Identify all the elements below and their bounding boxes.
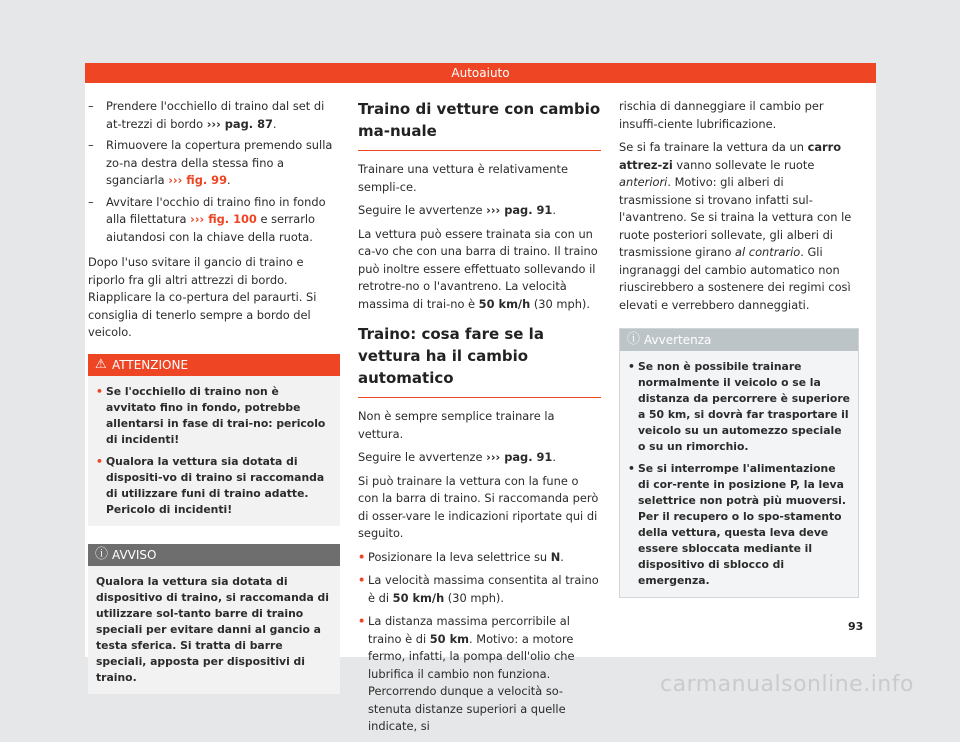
- page-number: 93: [848, 620, 864, 633]
- warning-item: • Se l'occhiello di traino non è avvitato fino in fondo, potrebbe allentarsi in fase di trai-no: pericolo di incidenti!: [96, 384, 332, 448]
- paragraph: La vettura può essere trainata sia con un ca-vo che con una barra di traino. Il traino può inoltre essere effettuato sollevando il retrotre-no o l'avantreno. La velocità massima di trai-no è 50 km/h (30 mph).: [358, 226, 598, 311]
- list-item: – Rimuovere la copertura premendo sulla zo-na destra della stessa fino a sganciarla ››› fig. 99.: [88, 137, 340, 190]
- paragraph: Seguire le avvertenze ››› pag. 91.: [358, 203, 556, 217]
- warning-item: • Qualora la vettura sia dotata di dispositi-vo di traino si raccomanda di utilizzare funi di traino adatte. Pericolo di incidenti!: [96, 454, 332, 518]
- note-item: • Se non è possibile trainare normalmente il veicolo o se la distanza da percorrere è superiore a 50 km, si dovrà far trasportare il veicolo su un automezzo speciale o su un rimorchio.: [628, 359, 850, 455]
- bullet-item: • La velocità massima consentita al traino è di 50 km/h (30 mph).: [358, 572, 601, 607]
- info-circle-icon: ⓘ: [95, 546, 109, 562]
- bullet-item: • Posizionare la leva selettrice su N.: [358, 549, 601, 567]
- paragraph: Se si fa trainare la vettura da un carro attrez-zi vanno sollevate le ruote anteriori. Motivo: gli alberi di trasmissione si trovano infatti sul-l'avantreno. Se si traina la vettura con le ruote posteriori sollevate, gli alberi di trasmissione girano al contrario. Gli ingranaggi del cambio automatico non riuscirebbero a sostenere dei regimi così elevati e verrebbero danneggiati.: [619, 140, 852, 312]
- page-link[interactable]: ››› pag. 87: [206, 116, 273, 131]
- paragraph: Trainare una vettura è relativamente sempli-ce.: [358, 162, 568, 194]
- note-box: [619, 328, 859, 598]
- paragraph: Si può trainare la vettura con la fune o con la barra di traino. Si raccomanda però di osser-vare le indicazioni riportate qui di seguito.: [358, 473, 599, 540]
- info-square-icon: ⓘ: [627, 332, 641, 347]
- note-item: • Se si interrompe l'alimentazione di cor-rente in posizione P, la leva selettrice non potrà più muoversi. Per il recupero o lo spo-stamento della vettura, questa leva deve essere sbloccata mediante il dispositivo di sblocco di emergenza.: [628, 461, 850, 589]
- page-link[interactable]: ››› pag. 91: [486, 450, 553, 464]
- chapter-header: Autoaiuto: [85, 63, 876, 83]
- watermark: carmanualsonline.info: [660, 672, 914, 697]
- warning-title: ⚠ ATTENZIONE: [88, 354, 340, 376]
- section-heading-manual: Traino di vetture con cambio ma-nuale: [358, 98, 601, 151]
- figure-link[interactable]: ››› fig. 100: [190, 212, 257, 226]
- notice-title: ⓘ AVVISO: [88, 544, 340, 566]
- paragraph: Non è sempre semplice trainare la vettura.: [358, 409, 555, 441]
- list-item: – Prendere l'occhiello di traino dal set di at-trezzi di bordo ››› pag. 87.: [88, 98, 340, 133]
- notice-body: Qualora la vettura sia dotata di dispositivo di traino, si raccomanda di utilizzare sol-tanto barre di traino speciali per evitare danni al gancio a testa sferica. Si tratta di barre speciali, apposta per dispositivi di traino.: [88, 566, 340, 694]
- warning-body: [88, 376, 340, 526]
- paragraph: Dopo l'uso svitare il gancio di traino e riporlo fra gli altri attrezzi di bordo. Riapplicare la co-pertura del paraurti. Si consiglia di tenerlo sempre a bordo del veicolo.: [88, 255, 317, 339]
- paragraph: Seguire le avvertenze ››› pag. 91.: [358, 450, 556, 464]
- warning-box: [88, 354, 340, 526]
- step-list: [88, 98, 340, 246]
- column-3: [619, 98, 859, 598]
- note-title: ⓘ Avvertenza: [620, 329, 858, 351]
- figure-link[interactable]: ››› fig. 99: [168, 173, 228, 187]
- list-item: – Avvitare l'occhio di traino fino in fondo alla filettatura ››› fig. 100 e serrarlo aiutandosi con la chiave della ruota.: [88, 194, 340, 247]
- column-2: [358, 98, 601, 742]
- warning-triangle-icon: ⚠: [95, 356, 107, 372]
- section-heading-automatic: Traino: cosa fare se la vettura ha il cambio automatico: [358, 323, 601, 398]
- column-1: [88, 98, 340, 694]
- notice-box: [88, 544, 340, 694]
- note-body: [620, 351, 858, 597]
- paragraph: rischia di danneggiare il cambio per insuffi-ciente lubrificazione.: [619, 99, 824, 131]
- bullet-item: • La distanza massima percorribile al traino è di 50 km. Motivo: a motore fermo, infatti, la pompa dell'olio che lubrifica il cambio non funziona. Percorrendo dunque a velocità so-stenuta distanze superiori a quelle indicate, si: [358, 613, 601, 736]
- page-link[interactable]: ››› pag. 91: [486, 203, 553, 217]
